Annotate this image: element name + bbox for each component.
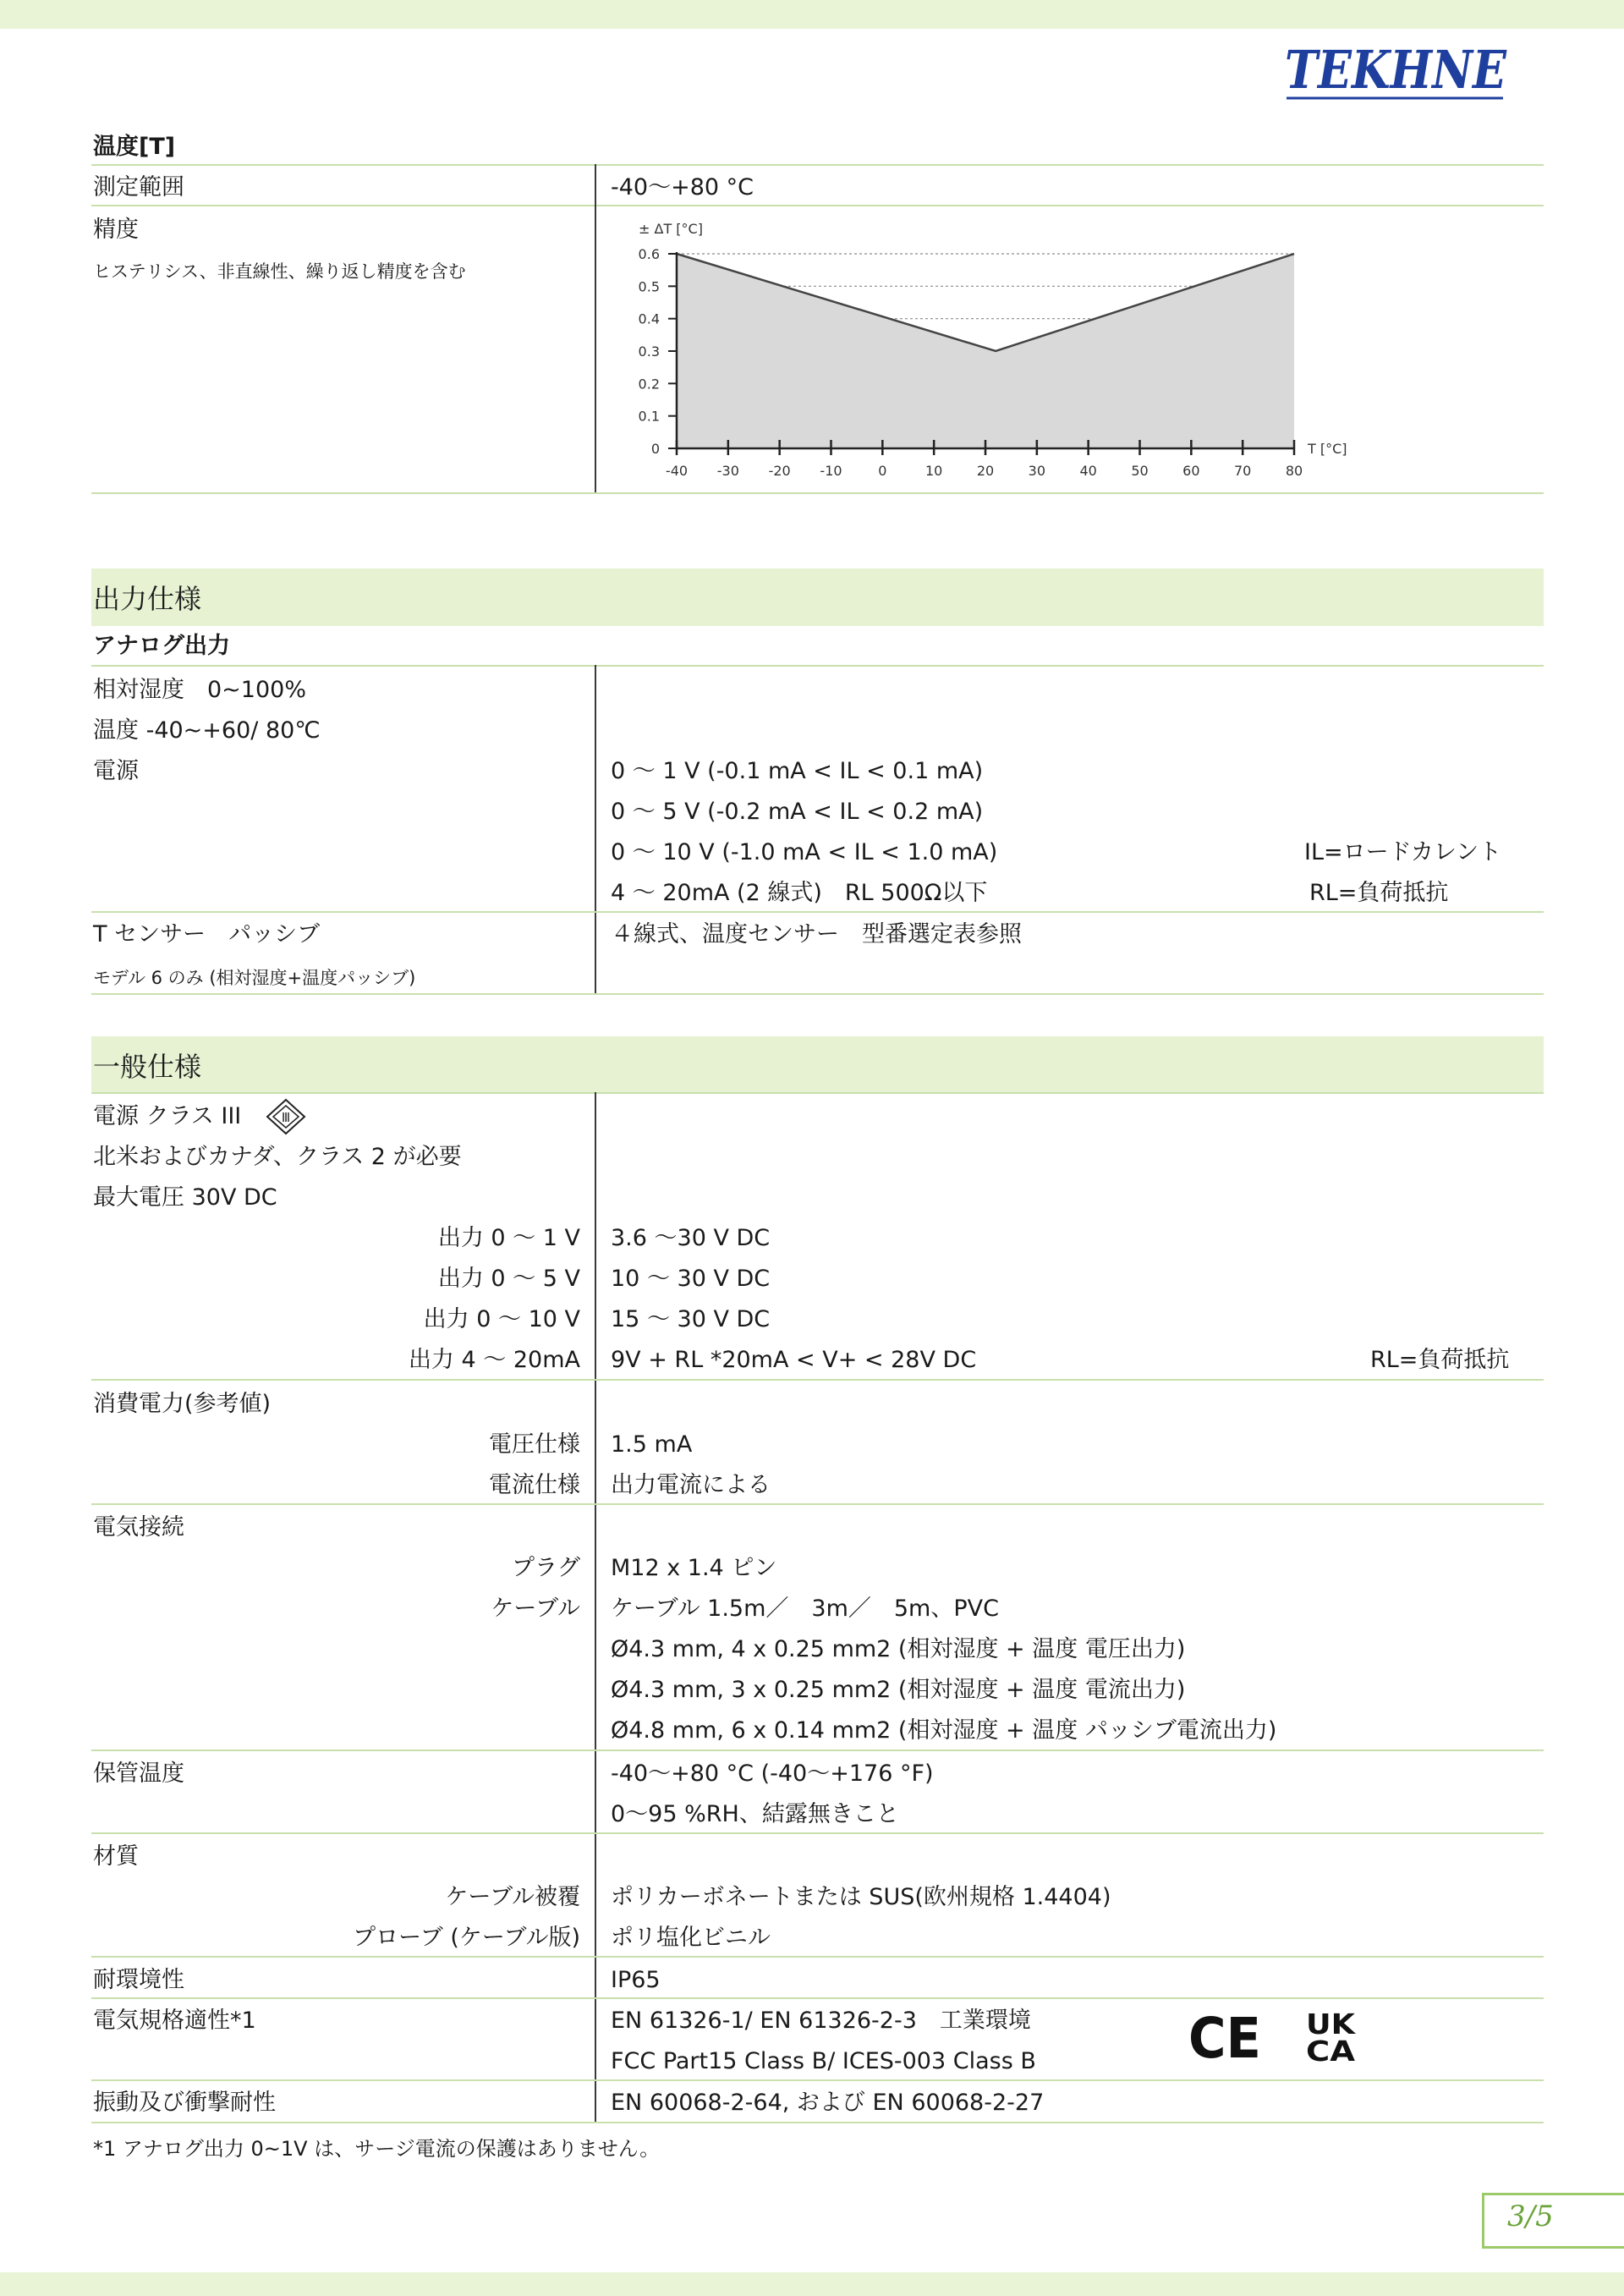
- x-tick-label: 80: [1285, 463, 1303, 479]
- output-value-5v: 0 ～ 5 V (-0.2 mA < IL < 0.2 mA): [611, 799, 984, 825]
- storage-label: 保管温度: [93, 1760, 184, 1787]
- x-tick-label: 30: [1028, 463, 1046, 479]
- x-tick-label: -30: [716, 463, 739, 479]
- il-note: IL=ロードカレント: [1304, 839, 1502, 865]
- output-spec-title: 出力仕様: [93, 583, 202, 615]
- y-tick-label: 0: [650, 441, 660, 457]
- x-tick-label: 60: [1182, 463, 1200, 479]
- storage-temp-value: -40～+80 °C (-40～+176 °F): [611, 1760, 934, 1787]
- class-iii-symbol: Ⅲ: [281, 1110, 291, 1125]
- supply-label-10v: 出力 0 ～ 10 V: [423, 1306, 580, 1332]
- emc-value-en: EN 61326-1/ EN 61326-2-3 工業環境: [611, 2008, 1031, 2034]
- x-tick-label: -40: [665, 463, 689, 479]
- y-tick-label: 0.4: [638, 310, 660, 327]
- ukca-mark-uk: UK: [1306, 2008, 1357, 2041]
- material-label: 材質: [93, 1843, 139, 1870]
- analog-output-heading: アナログ出力: [93, 633, 230, 659]
- tsensor-note: モデル 6 のみ (相対湿度+温度パッシブ): [93, 968, 416, 988]
- consumption-current-label: 電流仕様: [489, 1472, 580, 1498]
- cable-value-length: ケーブル 1.5m／ 3m／ 5m、PVC: [611, 1596, 999, 1622]
- ce-mark-text: CE: [1188, 2006, 1261, 2071]
- x-tick-label: 20: [976, 463, 995, 479]
- material-probe-label: プローブ (ケーブル版): [353, 1925, 580, 1951]
- x-tick-label: 0: [878, 463, 887, 479]
- accuracy-note: ヒステリシス、非直線性、繰り返し精度を含む: [93, 261, 466, 282]
- cable-value-passive: Ø4.8 mm, 6 x 0.14 mm2 (相対湿度 + 温度 パッシブ電流出力): [611, 1717, 1277, 1744]
- plug-value: M12 x 1.4 ピン: [611, 1555, 777, 1581]
- supply-value-5v: 10 ～ 30 V DC: [611, 1266, 771, 1292]
- output-rl-note: RL=負荷抵抗: [1309, 880, 1449, 906]
- rh-range-label: 相対湿度 0~100%: [93, 677, 306, 703]
- storage-humidity-value: 0～95 %RH、結露無きこと: [611, 1801, 899, 1827]
- north-america-note: 北米およびカナダ、クラス 2 が必要: [93, 1144, 462, 1170]
- class-iii-icon: [266, 1098, 306, 1135]
- environment-label: 耐環境性: [93, 1967, 184, 1993]
- range-value: -40～+80 °C: [611, 174, 754, 200]
- temp-range-label: 温度 -40~+60/ 80℃: [93, 717, 321, 744]
- supply-value-20ma: 9V + RL *20mA < V+ < 28V DC: [611, 1347, 977, 1373]
- x-tick-label: 50: [1131, 463, 1149, 479]
- consumption-current-value: 出力電流による: [611, 1472, 771, 1498]
- plug-label: プラグ: [512, 1555, 580, 1581]
- material-cover-value: ポリカーボネートまたは SUS(欧州規格 1.4404): [611, 1884, 1111, 1910]
- emc-label: 電気規格適性*1: [93, 2008, 256, 2034]
- cable-value-current: Ø4.3 mm, 3 x 0.25 mm2 (相対湿度 + 温度 電流出力): [611, 1677, 1186, 1703]
- x-tick-label: 40: [1079, 463, 1097, 479]
- accuracy-label: 精度: [93, 217, 139, 243]
- vibration-label: 振動及び衝撃耐性: [93, 2090, 276, 2116]
- ukca-mark-icon: [1303, 2008, 1362, 2068]
- cable-label: ケーブル: [491, 1596, 580, 1622]
- cable-value-voltage: Ø4.3 mm, 4 x 0.25 mm2 (相対湿度 + 温度 電圧出力): [611, 1636, 1186, 1662]
- chart-ylabel: ± ΔT [°C]: [639, 221, 703, 237]
- material-probe-value: ポリ塩化ビニル: [611, 1925, 771, 1951]
- supply-label-1v: 出力 0 ～ 1 V: [437, 1225, 580, 1251]
- chart-xlabel: T [°C]: [1308, 441, 1347, 457]
- max-voltage: 最大電圧 30V DC: [93, 1184, 277, 1211]
- x-tick-label: -20: [768, 463, 791, 479]
- supply-value-1v: 3.6 ～30 V DC: [611, 1225, 771, 1251]
- consumption-label: 消費電力(参考値): [93, 1391, 272, 1417]
- general-rl-note: RL=負荷抵抗: [1370, 1347, 1510, 1373]
- consumption-voltage-label: 電圧仕様: [489, 1431, 580, 1458]
- supply-value-10v: 15 ～ 30 V DC: [611, 1306, 771, 1332]
- output-value-1v: 0 ～ 1 V (-0.1 mA < IL < 0.1 mA): [611, 758, 984, 784]
- x-tick-label: 70: [1233, 463, 1252, 479]
- output-power-label: 電源: [93, 758, 139, 784]
- temperature-heading: 温度[T]: [93, 134, 176, 160]
- range-label: 測定範囲: [93, 174, 184, 200]
- bottom-band: [0, 2272, 1624, 2296]
- logo-text: TEKHNE: [1285, 39, 1507, 101]
- page-number: 3/5: [1507, 2200, 1554, 2233]
- accuracy-chart: [611, 218, 1355, 481]
- consumption-voltage-value: 1.5 mA: [611, 1431, 693, 1458]
- y-tick-label: 0.6: [638, 246, 660, 262]
- supply-label-20ma: 出力 4 ～ 20mA: [408, 1347, 580, 1373]
- ukca-mark-ca: CA: [1306, 2035, 1356, 2068]
- x-tick-label: 10: [924, 463, 943, 479]
- supply-label-5v: 出力 0 ～ 5 V: [437, 1266, 580, 1292]
- general-spec-title: 一般仕様: [93, 1051, 202, 1083]
- tsensor-label: T センサー パッシブ: [93, 921, 321, 948]
- output-spec-section: [91, 569, 1544, 626]
- tekhne-logo: [1281, 39, 1510, 103]
- output-value-20ma: 4 ～ 20mA (2 線式) RL 500Ω以下: [611, 880, 988, 906]
- general-spec-section: [91, 1036, 1544, 1094]
- connection-label: 電気接続: [93, 1514, 184, 1541]
- output-value-10v: 0 ～ 10 V (-1.0 mA < IL < 1.0 mA): [611, 839, 998, 865]
- tsensor-value: ４線式、温度センサー 型番選定表参照: [611, 921, 1022, 948]
- y-tick-label: 0.3: [638, 343, 660, 360]
- x-tick-label: -10: [820, 463, 842, 479]
- material-cover-label: ケーブル被覆: [445, 1884, 580, 1910]
- ce-mark-icon: [1186, 2006, 1264, 2071]
- environment-value: IP65: [611, 1967, 661, 1993]
- y-tick-label: 0.1: [638, 408, 660, 425]
- footnote: *1 アナログ出力 0~1V は、サージ電流の保護はありません。: [93, 2137, 661, 2161]
- power-class-label: 電源 クラス III: [93, 1103, 242, 1129]
- vibration-value: EN 60068-2-64, および EN 60068-2-27: [611, 2090, 1045, 2116]
- y-tick-label: 0.5: [638, 278, 660, 295]
- top-band: [0, 0, 1624, 29]
- emc-value-fcc: FCC Part15 Class B/ ICES-003 Class B: [611, 2048, 1036, 2074]
- y-tick-label: 0.2: [638, 376, 660, 393]
